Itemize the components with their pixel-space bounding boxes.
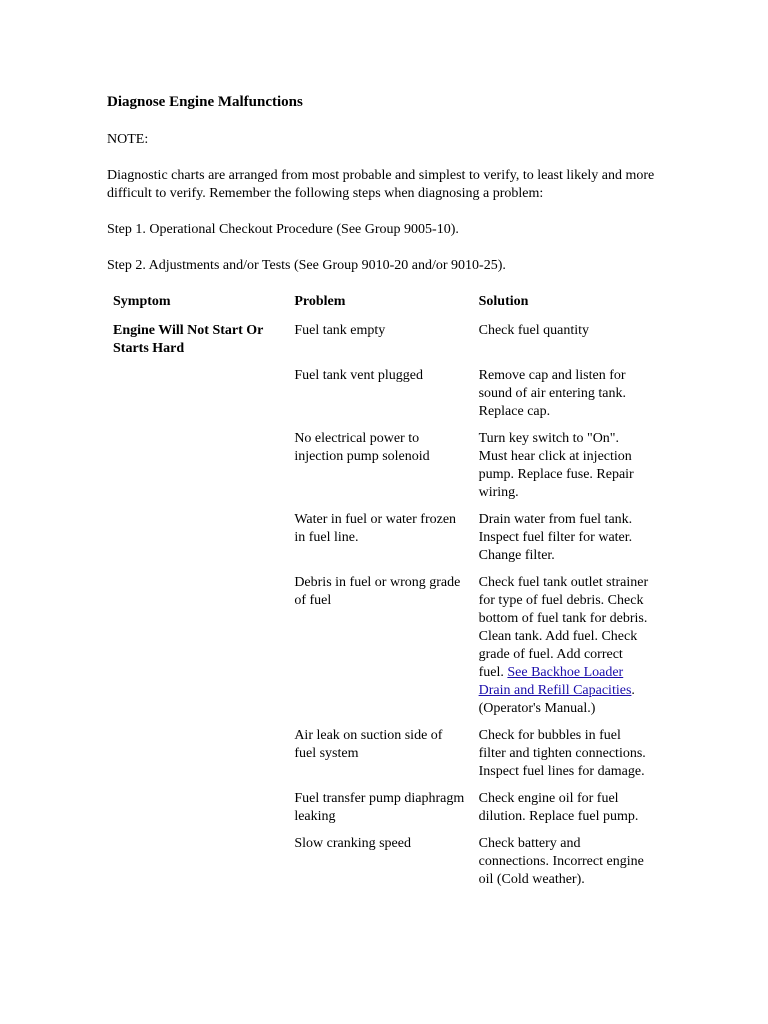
problem-cell: Fuel transfer pump diaphragm leaking (294, 791, 465, 824)
problem-cell: Debris in fuel or wrong grade of fuel (294, 575, 461, 608)
problem-cell: Fuel tank vent plugged (294, 368, 424, 383)
page-title: Diagnose Engine Malfunctions (107, 94, 303, 110)
symptom-cell-empty (107, 511, 288, 574)
solution-text-after: . (Operator's Manual.) (478, 683, 635, 716)
step-2: Step 2. Adjustments and/or Tests (See Group 9010-20 and/or 9010-25). (107, 258, 506, 273)
intro-paragraph: Diagnostic charts are arranged from most probable and simplest to verify, to least likely and more difficult to verify. Remember the following steps when diagnosing a problem: (107, 168, 655, 201)
problem-cell: Air leak on suction side of fuel system (294, 728, 443, 761)
table-row (107, 574, 657, 727)
solution-cell: Check battery and connections. Incorrect engine oil (Cold weather). (478, 836, 644, 887)
table-row (107, 835, 657, 898)
diagnostic-table (107, 293, 657, 898)
table-header-row (107, 293, 657, 322)
solution-cell: Check engine oil for fuel dilution. Replace fuel pump. (478, 791, 639, 824)
symptom-cell-empty (107, 367, 288, 430)
solution-cell: Remove cap and listen for sound of air entering tank. Replace cap. (478, 368, 626, 419)
document-content (107, 93, 667, 898)
table-row (107, 511, 657, 574)
header-solution: Solution (478, 294, 529, 309)
symptom-cell-empty (107, 430, 288, 511)
table-row (107, 727, 657, 790)
symptom-cell: Engine Will Not Start Or Starts Hard (113, 323, 264, 356)
solution-cell (473, 574, 657, 727)
table-row (107, 790, 657, 835)
table-row (107, 322, 657, 367)
solution-cell: Turn key switch to "On". Must hear click at injection pump. Replace fuse. Repair wiring. (478, 431, 634, 500)
symptom-cell-empty (107, 790, 288, 835)
problem-cell: No electrical power to injection pump solenoid (294, 431, 430, 464)
table-row (107, 367, 657, 430)
symptom-cell-empty (107, 727, 288, 790)
table-row (107, 430, 657, 511)
problem-cell: Slow cranking speed (294, 836, 411, 851)
drain-refill-capacities-link[interactable]: See Backhoe Loader Drain and Refill Capacities (478, 665, 632, 698)
solution-cell: Drain water from fuel tank. Inspect fuel filter for water. Change filter. (478, 512, 633, 563)
problem-cell: Water in fuel or water frozen in fuel line. (294, 512, 457, 545)
problem-cell: Fuel tank empty (294, 323, 386, 338)
note-label: NOTE: (107, 132, 149, 147)
solution-text: Check fuel tank outlet strainer for type of fuel debris. Check bottom of fuel tank for debris. Clean tank. Add fuel. Check grade of fuel. Add correct fuel. (478, 575, 649, 680)
header-problem: Problem (294, 294, 346, 309)
symptom-cell-empty (107, 835, 288, 898)
solution-cell: Check fuel quantity (478, 323, 590, 338)
symptom-cell-empty (107, 574, 288, 727)
step-1: Step 1. Operational Checkout Procedure (See Group 9005-10). (107, 222, 459, 237)
solution-cell: Check for bubbles in fuel filter and tighten connections. Inspect fuel lines for damage. (478, 728, 646, 779)
header-symptom: Symptom (113, 294, 171, 309)
